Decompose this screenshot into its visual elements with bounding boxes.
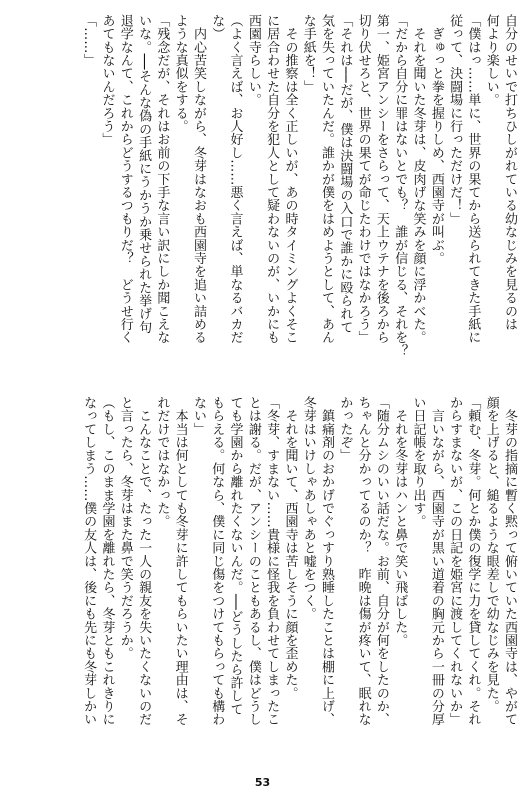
text-line: な）: [209, 14, 225, 41]
text-line: 気を失っていたんだ。誰かが僕をはめようとして、あん: [319, 14, 335, 344]
text-line: それを聞いた冬芽は、皮肉げな笑みを顔に浮かべた。: [410, 14, 426, 344]
text-line: 退学なんて、これからどうするつもりだ？ どうせ行く: [117, 14, 133, 344]
text-line: その推察は全く正しいが、あの時タイミングよくそこ: [282, 14, 298, 344]
text-line: ちゃんと分かってるのか？ 昨晩は傷が疼いて、眠れな: [355, 396, 371, 726]
text-line: い日記帳を取り出す。: [410, 396, 426, 528]
text-line: 従って、決闘場に行っただけだ！」: [447, 14, 463, 226]
text-line: かったぞ」: [337, 396, 353, 462]
text-line: 鎮痛剤のおかげでぐっすり熟睡したことは棚に上げ、: [319, 396, 335, 726]
text-line: 冬芽の指摘に暫く黙って俯いていた西園寺は、やがて: [502, 396, 517, 726]
text-line: （よく言えば、お人好し……悪く言えば、単なるバカだ: [227, 14, 243, 344]
text-line: れだけではなかった。: [154, 396, 170, 528]
text-line: 「……」: [81, 14, 97, 67]
text-line: なってしまう……僕の友人は、後にも先にも冬芽しかい: [81, 396, 97, 726]
text-line: （もし、このまま学園を離れたら、冬芽ともこれきりに: [99, 396, 115, 726]
page-number: 53: [254, 776, 271, 789]
text-line: 顔を上げると、縋るような眼差しで幼なじみを見た。: [483, 396, 499, 713]
text-line: に居合わせた自分を犯人として疑わないのが、いかにも: [264, 14, 280, 344]
text-line: 「だから自分に罪はないとでも？ 誰が信じる、それを？: [392, 14, 408, 358]
text-line: 「冬芽、すまない……貴様に怪我を負わせてしまったこ: [264, 396, 280, 726]
text-line: 西園寺らしい。: [245, 14, 261, 107]
text-line: な手紙を！」: [300, 14, 316, 94]
text-line: 「それは──だが、僕は決闘場の入口で誰かに殴られて: [337, 14, 353, 334]
text-line: からすまないが、この日記を姫宮に渡してくれないか」: [447, 396, 463, 726]
text-line: 自分のせいで打ちひしがれている幼なじみを見るのは: [502, 14, 517, 331]
text-line: ない」: [190, 396, 206, 436]
text-line: 本当は何としても冬芽に許してもらいたい理由は、そ: [172, 396, 188, 726]
text-line: 切り伏せろと、世界の果てが命じたわけではなかろう」: [355, 14, 371, 344]
text-line: それを冬芽はハンと鼻で笑い飛ばした。: [392, 396, 408, 647]
text-line: ぎゅっと拳を握りしめ、西園寺が叫ぶ。: [428, 14, 444, 265]
text-line: 言いながら、西園寺が黒い道着の胸元から一冊の分厚: [428, 396, 444, 726]
text-line: いな。──そんな偽の手紙にうかうか乗せられた挙げ句: [136, 14, 152, 334]
text-line: それを聞いて、西園寺は苦しそうに顔を歪めた。: [282, 396, 298, 700]
text-line: 「残念だが、それはお前の下手な言い訳にしか聞こえな: [154, 14, 170, 344]
text-line: こんなことで、たった一人の親友を失いたくないのだ: [136, 396, 152, 726]
text-line: 「僕はっ……単に、世界の果てから送られてきた手紙に: [465, 14, 481, 344]
text-line: ても学園から離れたくないんだ。──どうしたら許して: [227, 396, 243, 716]
text-line: とは謝る。だが、アンシーのこともあるし、僕はどうし: [245, 396, 261, 726]
text-line: ような真似をする。: [172, 14, 188, 133]
text-line: 冬芽はいけしゃあしゃあと嘘をつく。: [300, 396, 316, 621]
text-line: 「頼む、冬芽。何とか僕の復学に力を貸してくれ。それ: [465, 396, 481, 726]
text-line: あてもないんだろう」: [99, 14, 115, 146]
upper-text-block: [6, 14, 518, 382]
text-line: 内心苦笑しながら、冬芽はなおも西園寺を追い詰める: [190, 14, 206, 344]
text-line: と言ったら、冬芽はまた鼻で笑うだろうか。: [117, 396, 133, 660]
text-line: 「随分ムシのいい話だな。お前、自分が何をしたのか、: [373, 396, 389, 726]
text-line: 第一、姫宮アンシーをさらって、天上ウテナを後ろから: [373, 14, 389, 344]
text-line: もらえる。何なら、僕に同じ傷をつけてもらっても構わ: [209, 396, 225, 726]
lower-text-block: [6, 396, 518, 768]
text-line: 何より楽しい。: [483, 14, 499, 107]
